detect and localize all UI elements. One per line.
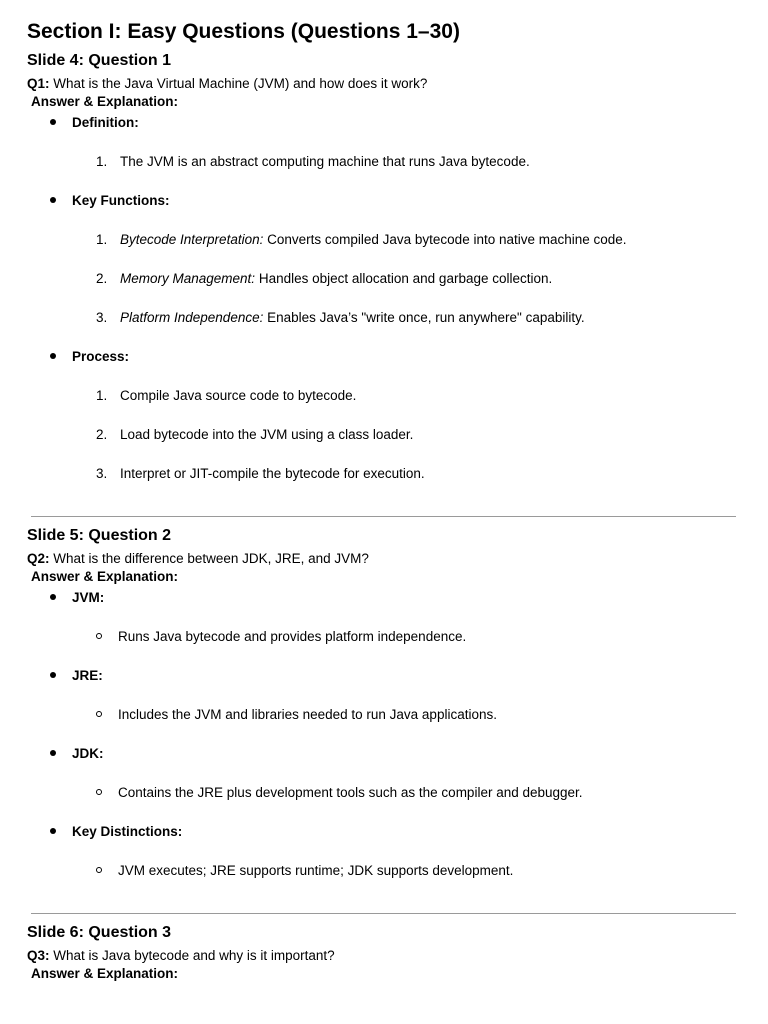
item-number: 3. xyxy=(96,310,108,325)
bullet-icon xyxy=(50,119,56,125)
question-text: What is the Java Virtual Machine (JVM) and how does it work? xyxy=(49,76,428,91)
numbered-item xyxy=(96,232,627,247)
bullet-label: Key Distinctions: xyxy=(72,824,183,839)
slide-title: Slide 6: Question 3 xyxy=(27,924,172,941)
hollow-bullet-icon xyxy=(96,711,102,717)
item-text: Interpret or JIT-compile the bytecode for execution. xyxy=(120,466,425,481)
hollow-bullet-icon xyxy=(96,867,102,873)
sub-bullet-item xyxy=(96,707,497,722)
divider xyxy=(31,913,736,914)
item-text: JVM executes; JRE supports runtime; JDK supports development. xyxy=(118,863,514,878)
bullet-icon xyxy=(50,750,56,756)
item-term: Bytecode Interpretation: xyxy=(120,232,264,247)
numbered-item xyxy=(96,427,413,442)
answer-label: Answer & Explanation: xyxy=(31,966,179,981)
numbered-item xyxy=(96,154,530,169)
bullet-item xyxy=(50,824,182,839)
item-term: Memory Management: xyxy=(120,271,256,286)
sub-bullet-item xyxy=(96,863,513,878)
bullet-item xyxy=(50,349,129,364)
question-text: What is the difference between JDK, JRE, and JVM? xyxy=(49,551,369,566)
bullet-item xyxy=(50,115,139,130)
bullet-icon xyxy=(50,197,56,203)
item-number: 1. xyxy=(96,388,108,403)
question xyxy=(27,76,427,91)
sub-bullet-item xyxy=(96,785,583,800)
question-text: What is Java bytecode and why is it important? xyxy=(49,948,335,963)
bullet-item xyxy=(50,668,103,683)
item-text: Converts compiled Java bytecode into native machine code. xyxy=(263,232,627,247)
divider xyxy=(31,516,736,517)
slide-title: Slide 4: Question 1 xyxy=(27,52,172,69)
hollow-bullet-icon xyxy=(96,633,102,639)
bullet-label: Process: xyxy=(72,349,130,364)
item-number: 1. xyxy=(96,232,108,247)
question xyxy=(27,948,335,963)
hollow-bullet-icon xyxy=(96,789,102,795)
bullet-item xyxy=(50,193,170,208)
item-number: 3. xyxy=(96,466,108,481)
item-number: 2. xyxy=(96,427,108,442)
item-text: Handles object allocation and garbage collection. xyxy=(255,271,553,286)
slide-title: Slide 5: Question 2 xyxy=(27,527,172,544)
bullet-icon xyxy=(50,353,56,359)
question xyxy=(27,551,369,566)
question-label: Q1: xyxy=(27,76,50,91)
item-text: Runs Java bytecode and provides platform independence. xyxy=(118,629,467,644)
item-number: 2. xyxy=(96,271,108,286)
bullet-label: Key Functions: xyxy=(72,193,170,208)
item-text: The JVM is an abstract computing machine that runs Java bytecode. xyxy=(120,154,530,169)
numbered-item xyxy=(96,310,585,325)
numbered-item xyxy=(96,388,356,403)
item-text: Load bytecode into the JVM using a class loader. xyxy=(120,427,414,442)
numbered-item xyxy=(96,466,425,481)
bullet-item xyxy=(50,746,104,761)
item-text: Compile Java source code to bytecode. xyxy=(120,388,357,403)
item-text: Enables Java’s "write once, run anywhere" capability. xyxy=(263,310,585,325)
answer-label: Answer & Explanation: xyxy=(31,569,179,584)
bullet-item xyxy=(50,590,104,605)
bullet-label: Definition: xyxy=(72,115,139,130)
bullet-icon xyxy=(50,594,56,600)
numbered-item xyxy=(96,271,552,286)
bullet-label: JVM: xyxy=(72,590,105,605)
bullet-label: JRE: xyxy=(72,668,103,683)
bullet-label: JDK: xyxy=(72,746,104,761)
bullet-icon xyxy=(50,672,56,678)
question-label: Q2: xyxy=(27,551,50,566)
item-text: Contains the JRE plus development tools such as the compiler and debugger. xyxy=(118,785,583,800)
item-number: 1. xyxy=(96,154,108,169)
item-text: Includes the JVM and libraries needed to run Java applications. xyxy=(118,707,497,722)
answer-label: Answer & Explanation: xyxy=(31,94,179,109)
question-label: Q3: xyxy=(27,948,50,963)
item-term: Platform Independence: xyxy=(120,310,264,325)
sub-bullet-item xyxy=(96,629,466,644)
bullet-icon xyxy=(50,828,56,834)
section-title: Section I: Easy Questions (Questions 1–30) xyxy=(27,20,460,43)
